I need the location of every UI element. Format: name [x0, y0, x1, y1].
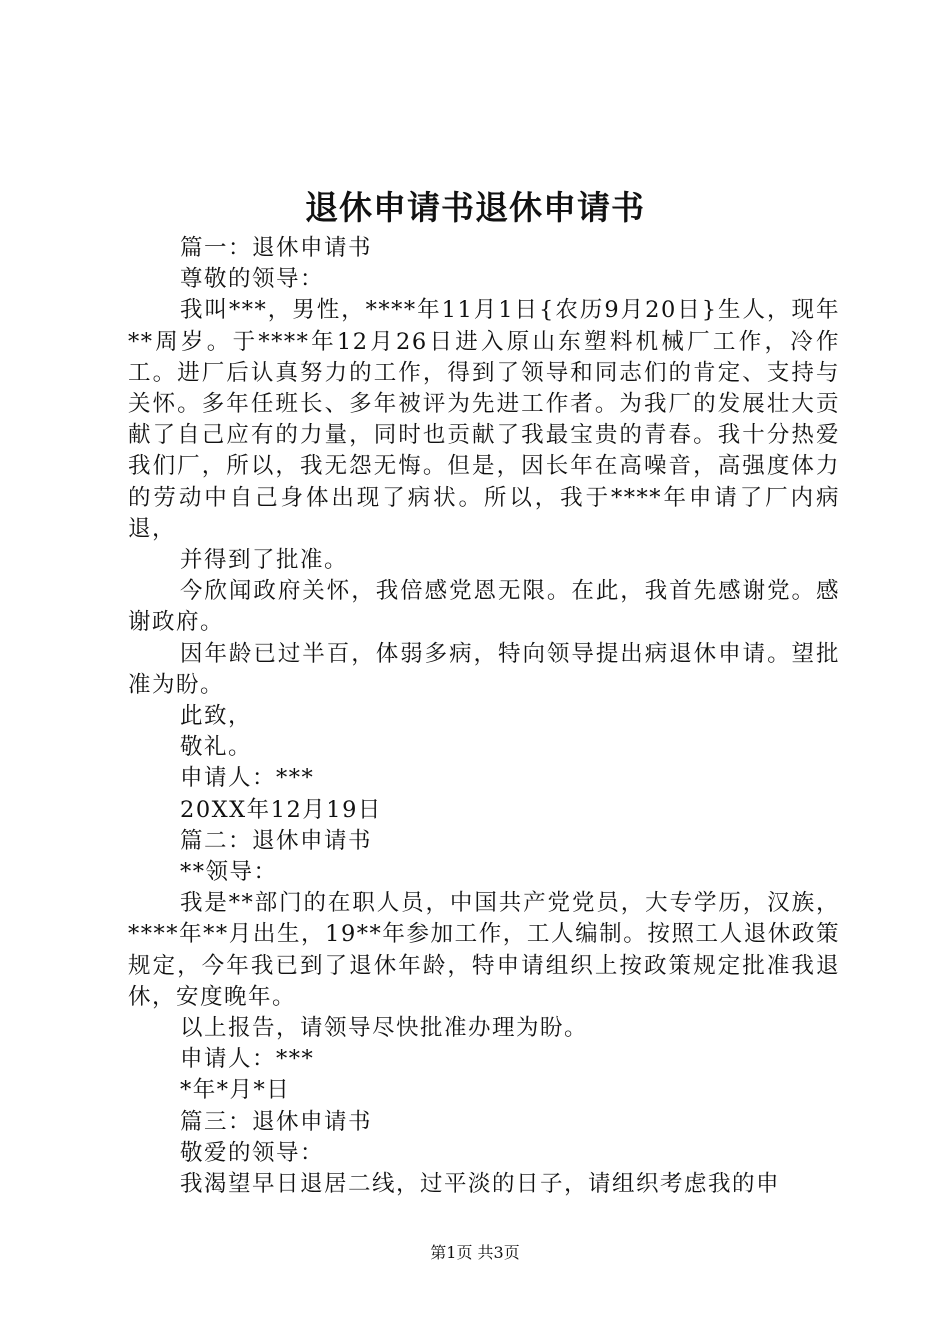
paragraph-request: 因年龄已过半百，体弱多病，特向领导提出病退休申请。望批准为盼。 — [128, 640, 840, 698]
paragraph-regards: 敬礼。 — [180, 734, 253, 761]
paragraph-applicant-one: 申请人：*** — [180, 765, 315, 792]
paragraph-main-two: 我是**部门的在职人员，中国共产党党员，大专学历，汉族，****年**月出生，19**年参加工作，工人编制。按照工人退休政策规定，今年我已到了退休年龄，特申请组织上按政策规定批准我退休，安度晚年。 — [128, 890, 840, 1010]
paragraph-applicant-two: 申请人：*** — [180, 1046, 315, 1073]
paragraph-salutation-three: 敬爱的领导： — [180, 1139, 325, 1166]
paragraph-thanks: 今欣闻政府关怀，我倍感党恩无限。在此，我首先感谢党。感谢政府。 — [128, 578, 840, 636]
paragraph-salutation-one: 尊敬的领导： — [180, 266, 325, 293]
page-footer: 第1页 共3页 — [430, 1243, 520, 1262]
paragraph-salutation-two: **领导： — [180, 859, 278, 886]
paragraph-main-three: 我渴望早日退居二线，过平淡的日子，请组织考虑我的申 — [180, 1171, 781, 1198]
paragraph-main-one: 我叫***，男性，****年11月1日{农历9月20日}生人，现年**周岁。于****年12月26日进入原山东塑料机械厂工作，冷作工。进厂后认真努力的工作，得到了领导和同志们的肯定、支持与关怀。多年任班长、多年被评为先进工作者。为我厂的发展壮大贡献了自己应有的力量，同时也贡献了我最宝贵的青春。我十分热爱我们厂，所以，我无怨无悔。但是，因长年在高噪音，高强度体力的劳动中自己身体出现了病状。所以，我于****年申请了厂内病退， — [128, 297, 840, 542]
paragraph-section-two-heading: 篇二：退休申请书 — [180, 827, 373, 854]
paragraph-section-one-heading: 篇一：退休申请书 — [180, 235, 373, 261]
paragraph-section-three-heading: 篇三：退休申请书 — [180, 1108, 373, 1135]
paragraph-closing-one: 此致， — [180, 703, 253, 730]
paragraph-date-one: 20XX年12月19日 — [180, 796, 382, 823]
paragraph-report: 以上报告，请领导尽快批准办理为盼。 — [180, 1015, 589, 1042]
paragraph-date-two: *年*月*日 — [180, 1077, 291, 1104]
document-title: 退休申请书退休申请书 — [305, 188, 645, 227]
paragraph-approved: 并得到了批准。 — [180, 547, 349, 574]
document-body — [128, 233, 840, 1200]
